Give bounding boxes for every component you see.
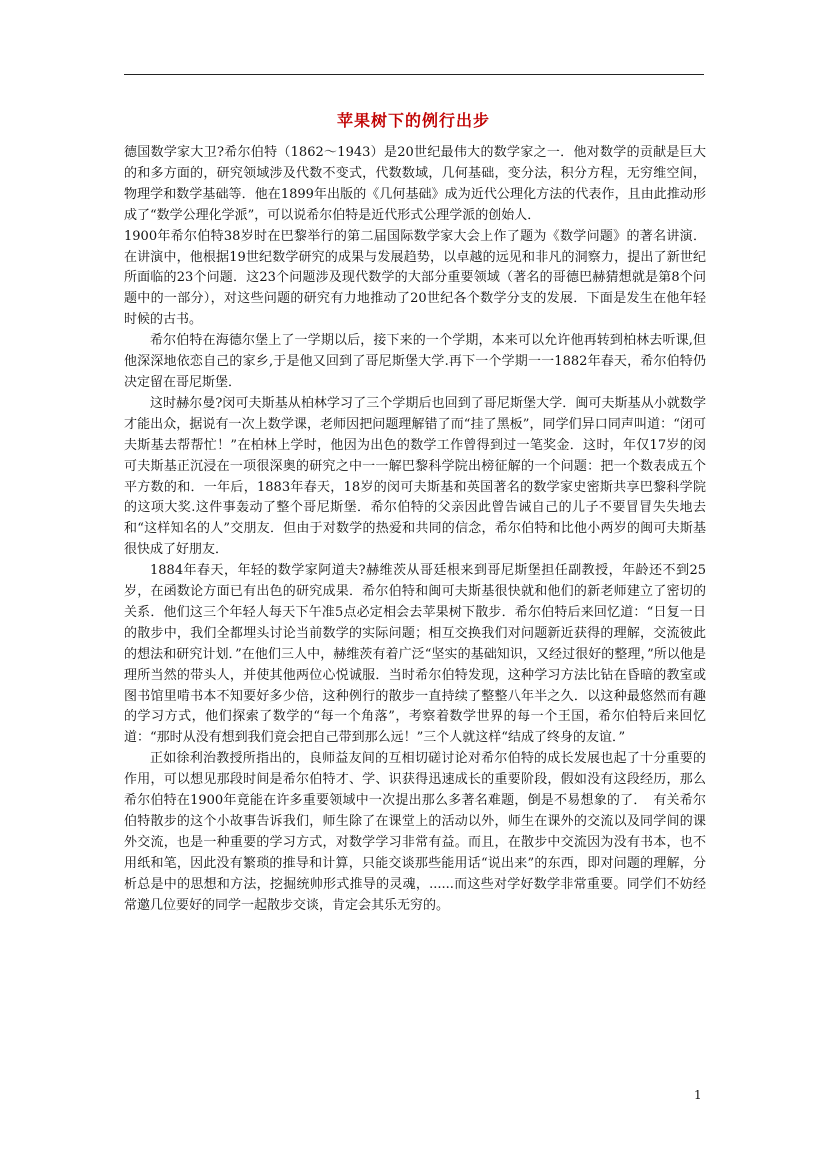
- paragraph-6: 正如徐利治教授所指出的，良师益友间的互相切磋讨论对希尔伯特的成长发展也起了十分重要的作用，可以想见那段时间是希尔伯特才、学、识获得迅速成长的重要阶段，假如没有这段经历，那么希尔伯特在1900年竟能在许多重要领域中一次提出那么多著名难题，倒是不易想象的了． 有关希尔伯特散步的这个小故事告诉我们，师生除了在课堂上的活动以外，师生在课外的交流以及同学间的课外交流，也是一种重要的学习方式，对数学学习非常有益。而且，在散步中交流因为没有书本，也不用纸和笔，因此没有繁琐的推导和计算，只能交谈那些能用话“说出来”的东西，即对问题的理解，分析总是中的思想和方法，挖掘统帅形式推导的灵魂，......而这些对学好数学非常重要。同学们不妨经常邀几位要好的同学一起散步交谈，肯定会其乐无穷的。: [124, 751, 706, 913]
- article-body: [124, 143, 706, 917]
- paragraph-2: 1900年希尔伯特38岁时在巴黎举行的第二届国际数学家大会上作了题为《数学问题》的著名讲演．在讲演中，他根据19世纪数学研究的成果与发展趋势，以卓越的远见和非凡的洞察力，提出了新世纪所面临的23个问题．这23个问题涉及现代数学的大部分重要领域（著名的哥德巴赫猜想就是第8个问题中的一部分），对这些问题的研究有力地推动了20世纪各个数学分支的发展．下面是发生在他年轻时候的古书。: [124, 228, 706, 328]
- paragraph-4: 这时赫尔曼?闵可夫斯基从柏林学习了三个学期后也回到了哥尼斯堡大学．闽可夫斯基从小就数学才能出众，据说有一次上数学课，老师因把问题理解错了而“挂了黑板”，同学们异口同声叫道：“闭可夫斯基去帮帮忙！”在柏林上学时，他因为出色的数学工作曾得到过一笔奖金．这时，年仅17岁的闵可夫斯基正沉浸在一项很深奥的研究之中一一解巴黎科学院出榜征解的一个问题：把一个数表成五个平方数的和．一年后，1883年春天，18岁的闵可夫斯基和英国著名的数学家史密斯共享巴黎科学院的这项大奖.这件事轰动了整个哥尼斯堡．希尔伯特的父亲因此曾告诫自己的儿子不要冒冒失失地去和“这样知名的人”交朋友．但由于对数学的热爱和共同的信念，希尔伯特和比他小两岁的闽可夫斯基很快成了好朋友．: [124, 395, 706, 558]
- paragraph-3: 希尔伯特在海德尔堡上了一学期以后，接下来的一个学期，本来可以允许他再转到柏林去听课,但他深深地依恋自己的家乡,于是他又回到了哥尼斯堡大学.再下一个学期一一1882年春天，希尔伯特仍决定留在哥尼斯堡．: [124, 333, 706, 390]
- page-number: 1: [694, 1088, 702, 1102]
- header-rule: [124, 74, 704, 75]
- paragraph-5: 1884年春天，年轻的数学家阿道夫?赫维茨从哥廷根来到哥尼斯堡担任副教授，年龄还不到25岁，在函数论方面已有出色的研究成果．希尔伯特和闽可夫斯基很快就和他们的新老师建立了密切的关系．他们这三个年轻人每天下午准5点必定相会去苹果树下散步．希尔伯特后来回忆道：“日复一日的散步中，我们全都埋头讨论当前数学的实际问题；相互交换我们对问题新近获得的理解，交流彼此的想法和研究计划．”在他们三人中，赫维茨有着广泛“坚实的基础知识，又经过很好的整理，”所以他是理所当然的带头人，并使其他两位心悦诚服．当时希尔伯特发现，这种学习方法比钻在昏暗的教室或图书馆里啃书本不知要好多少倍，这种例行的散步一直持续了整整八年半之久．以这种最悠然而有趣的学习方式，他们探索了数学的“每一个角落”，考察着数学世界的每一个王国，希尔伯特后来回忆道：“那时从没有想到我们竟会把自己带到那么远！”三个人就这样“结成了终身的友谊．”: [124, 563, 706, 746]
- paragraph-1: 德国数学家大卫?希尔伯特（1862～1943）是20世纪最伟大的数学家之一．他对数学的贡献是巨大的和多方面的，研究领域涉及代数不变式，代数数域，几何基础，变分法，积分方程，无穷维空间，物理学和数学基础等．他在1899年出版的《几何基础》成为近代公理化方法的代表作，且由此推动形成了“数学公理化学派”，可以说希尔伯特是近代形式公理学派的创始人．: [124, 145, 706, 223]
- page-title: 苹果树下的例行出步: [336, 111, 490, 130]
